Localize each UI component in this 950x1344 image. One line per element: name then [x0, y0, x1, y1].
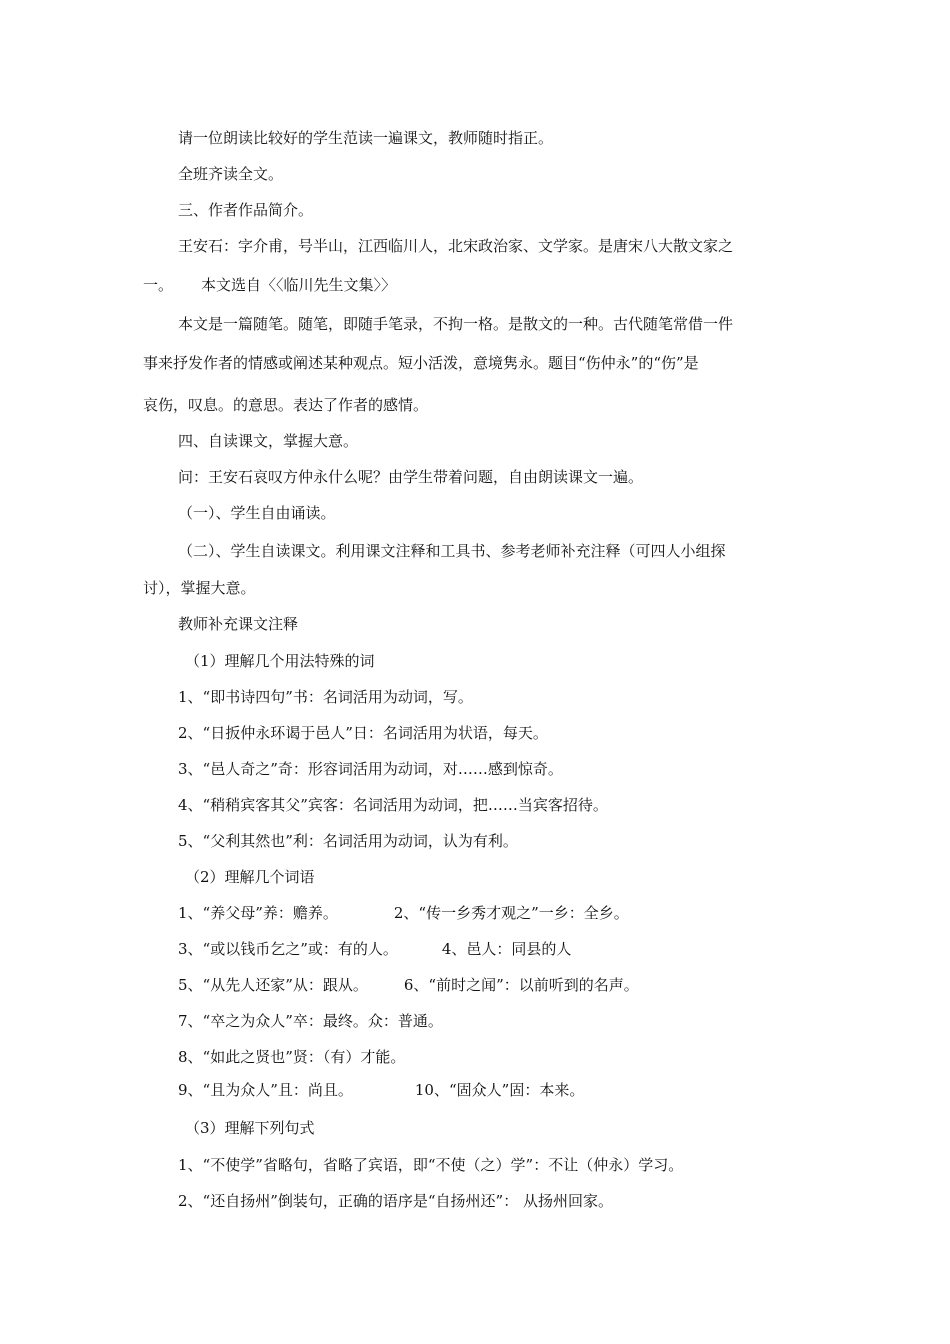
list-item: 5、“父利其然也”利：名词活用为动词，认为有利。 — [178, 832, 518, 850]
subsection-heading: （3）理解下列句式 — [185, 1119, 315, 1137]
text-span: 4、邑人：同县的人 — [441, 940, 572, 958]
paragraph-line: 全班齐读全文。 — [178, 165, 284, 183]
paragraph-line: 请一位朗读比较好的学生范读一遍课文，教师随时指正。 — [178, 129, 554, 147]
list-item — [178, 975, 639, 995]
section-heading: 四、自读课文，掌握大意。 — [178, 432, 359, 450]
subsection-heading: （1）理解几个用法特殊的词 — [185, 652, 375, 670]
list-item: 8、“如此之贤也”贤：（有）才能。 — [178, 1048, 406, 1066]
list-item: 1、“不使学”省略句，省略了宾语，即“不使（之）学”：不让（仲永）学习。 — [178, 1156, 684, 1174]
paragraph-line: 讨），掌握大意。 — [143, 579, 256, 597]
subsection-heading: （2）理解几个词语 — [185, 868, 315, 886]
text-span: 9、“且为众人”且：尚且。 — [178, 1081, 353, 1099]
list-item: 4、“稍稍宾客其父”宾客：名词活用为动词，把……当宾客招待。 — [178, 796, 608, 814]
paragraph-line: 问：王安石哀叹方仲永什么呢？由学生带着问题，自由朗读课文一遍。 — [178, 468, 644, 486]
text-span: 5、“从先人还家”从：跟从。 — [178, 976, 368, 994]
list-item — [178, 1080, 584, 1100]
text-span: 3、“或以钱币乞之”或：有的人。 — [178, 940, 398, 958]
text-span: 本文选自〈〈临川先生文集〉〉 — [201, 276, 397, 294]
list-item: 7、“卒之为众人”卒：最终。众：普通。 — [178, 1012, 443, 1030]
list-item — [178, 939, 571, 959]
text-span: 2、“传一乡秀才观之”一乡：全乡。 — [393, 904, 629, 922]
paragraph-line — [143, 275, 396, 295]
paragraph-line: 事来抒发作者的情感或阐述某种观点。短小活泼，意境隽永。题目“伤仲永”的“伤”是 — [143, 354, 699, 372]
list-item: 3、“邑人奇之”奇：形容词活用为动词，对……感到惊奇。 — [178, 760, 563, 778]
text-span: 10、“固众人”固：本来。 — [414, 1081, 585, 1099]
text-span: 1、“养父母”养：赡养。 — [178, 904, 338, 922]
list-item: 2、“还自扬州”倒装句，正确的语序是“自扬州还”： 从扬州回家。 — [178, 1192, 613, 1210]
list-item: 2、“日扳仲永环谒于邑人”日：名词活用为状语，每天。 — [178, 724, 548, 742]
paragraph-line: （二）、学生自读课文。利用课文注释和工具书、参考老师补充注释（可四人小组探 — [178, 542, 726, 560]
paragraph-line: 教师补充课文注释 — [178, 615, 299, 633]
paragraph-line: 本文是一篇随笔。随笔，即随手笔录，不拘一格。是散文的一种。古代随笔常借一件 — [178, 315, 734, 333]
list-item: 1、“即书诗四句”书：名词活用为动词，写。 — [178, 688, 473, 706]
text-span: 6、“前时之闻”：以前听到的名声。 — [403, 976, 639, 994]
text-span: 一。 — [143, 276, 174, 294]
paragraph-line: 哀伤，叹息。的意思。表达了作者的感情。 — [143, 396, 429, 414]
list-item — [178, 903, 629, 923]
paragraph-line: 王安石：字介甫，号半山，江西临川人，北宋政治家、文学家。是唐宋八大散文家之 — [178, 237, 734, 255]
paragraph-line: （一）、学生自由诵读。 — [178, 504, 336, 522]
section-heading: 三、作者作品简介。 — [178, 201, 314, 219]
